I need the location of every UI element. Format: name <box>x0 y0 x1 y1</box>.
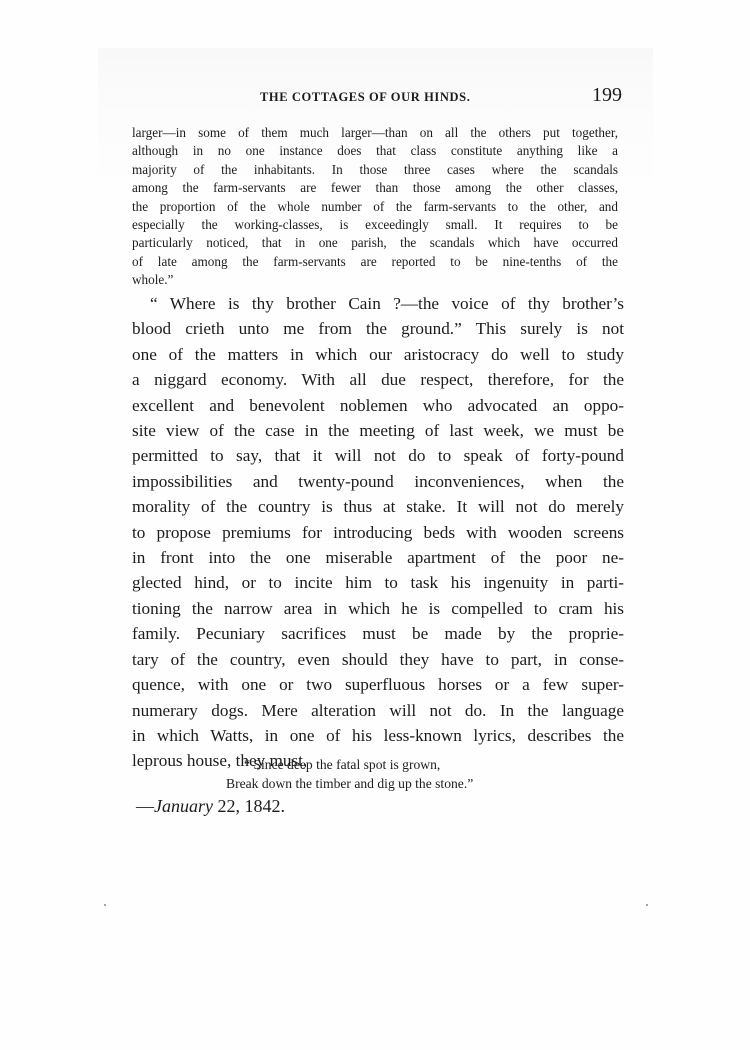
body-line: “ Where is thy brother Cain ?—the voice of thy brother’s <box>150 294 624 313</box>
extract-line: of late among the farm-servants are reported to be nine-tenths of the <box>132 253 618 269</box>
body-line: to propose premiums for introducing beds with wooden screens <box>132 522 624 542</box>
body-paragraph <box>132 291 624 774</box>
body-line: quence, with one or two superfluous horses or a few super- <box>132 675 624 695</box>
body-line: numerary dogs. Mere alteration will not do. In the language <box>132 700 624 720</box>
body-line: impossibilities and twenty-pound inconveniences, when the <box>132 471 624 491</box>
body-line: a niggard economy. With all due respect, therefore, for the <box>132 370 624 390</box>
verse-quotation <box>226 755 606 793</box>
extract-line: whole.” <box>132 272 174 288</box>
running-head: THE COTTAGES OF OUR HINDS. <box>260 90 471 104</box>
quoted-extract <box>132 124 618 290</box>
extract-line: majority of the inhabitants. In those three cases where the scandals <box>132 161 618 177</box>
body-line: permitted to say, that it will not do to speak of forty-pound <box>132 446 624 466</box>
body-line: family. Pecuniary sacrifices must be made by the proprie- <box>132 624 624 644</box>
body-line: glected hind, or to incite him to task his ingenuity in parti- <box>132 573 624 593</box>
scan-speck <box>646 904 648 906</box>
verse-line: Break down the timber and dig up the stone.” <box>226 776 474 791</box>
body-line: excellent and benevolent noblemen who advocated an oppo- <box>132 395 624 415</box>
dateline <box>136 796 285 817</box>
body-line: blood crieth unto me from the ground.” This surely is not <box>132 319 624 339</box>
extract-line: although in no one instance does that class constitute anything like a <box>132 143 618 159</box>
body-line: one of the matters in which our aristocracy do well to study <box>132 344 624 364</box>
extract-line: among the farm-servants are fewer than those among the other classes, <box>132 180 618 196</box>
body-line: in which Watts, in one of his less-known lyrics, describes the <box>132 725 624 745</box>
extract-line: larger—in some of them much larger—than on all the others put together, <box>132 125 618 140</box>
extract-line: especially the working-classes, is exceedingly small. It requires to be <box>132 217 618 233</box>
dateline-month: January <box>154 796 213 816</box>
page-number: 199 <box>592 84 622 106</box>
verse-line: “ Since deep the fatal spot is grown, <box>244 757 441 772</box>
body-line: in front into the one miserable apartment of the poor ne- <box>132 548 624 568</box>
body-line: tary of the country, even should they have to part, in conse- <box>132 649 624 669</box>
extract-line: particularly noticed, that in one parish, the scandals which have occurred <box>132 235 618 251</box>
extract-line: the proportion of the whole number of the farm-servants to the other, and <box>132 198 618 214</box>
body-line: morality of the country is thus at stake. It will not do merely <box>132 497 624 517</box>
body-line: tioning the narrow area in which he is compelled to cram his <box>132 598 624 618</box>
dateline-rest: 22, 1842. <box>212 796 285 816</box>
body-line: leprous house, they must, <box>132 751 308 771</box>
page-header <box>132 84 622 110</box>
scan-speck <box>104 904 106 906</box>
dateline-dash: — <box>136 796 154 816</box>
body-line: site view of the case in the meeting of last week, we must be <box>132 421 624 441</box>
